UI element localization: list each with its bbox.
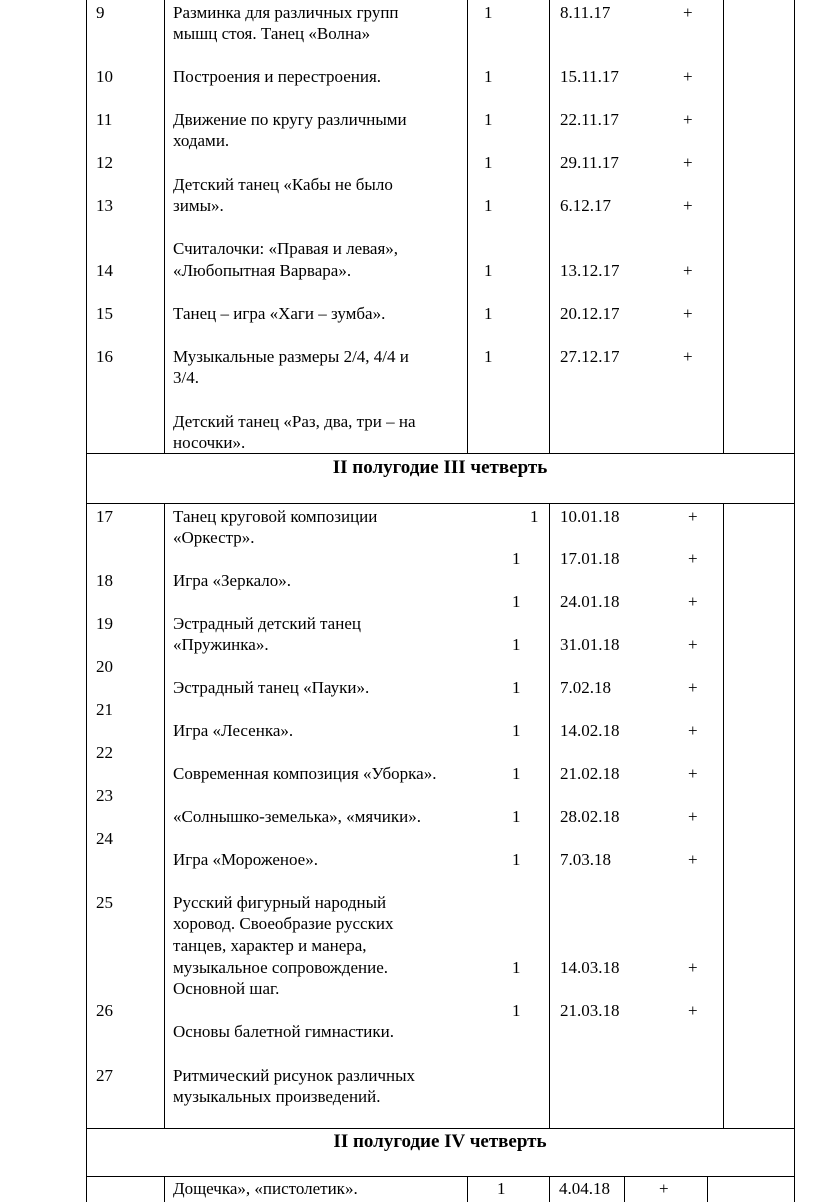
col-divider <box>723 0 724 453</box>
section-header-q4: II полугодие IV четверть <box>333 1131 547 1152</box>
row-number: 27 <box>96 1066 113 1085</box>
hours-value: 1 <box>484 67 493 86</box>
date-value: 6.12.17 <box>560 196 611 215</box>
hours-value: 1 <box>530 507 539 526</box>
row-number: 11 <box>96 110 113 129</box>
date-value: 14.03.18 <box>560 958 620 977</box>
hours-value: 1 <box>512 592 521 611</box>
section-header-q3: II полугодие III четверть <box>332 457 548 478</box>
hours-value: 1 <box>512 764 521 783</box>
date-value: 21.03.18 <box>560 1001 620 1020</box>
topic-text: Игра «Лесенка». <box>173 721 294 740</box>
mark-value: + <box>688 850 698 869</box>
date-value: 31.01.18 <box>560 635 620 654</box>
mark-value: + <box>688 507 698 526</box>
date-value: 10.01.18 <box>560 507 620 526</box>
mark-value: + <box>683 3 693 22</box>
row-number: 12 <box>96 153 113 172</box>
hours-value: 1 <box>484 261 493 280</box>
topic-text: Танец круговой композиции <box>173 507 378 526</box>
row-divider <box>86 1128 795 1129</box>
hours-value: 1 <box>512 549 521 568</box>
topic-text: Основы балетной гимнастики. <box>173 1022 395 1041</box>
topic-text: музыкальных произведений. <box>173 1087 381 1106</box>
topic-text: Построения и перестроения. <box>173 67 382 86</box>
row-number: 18 <box>96 571 113 590</box>
topic-text: «Пружинка». <box>173 635 269 654</box>
col-divider <box>164 503 165 1128</box>
mark-value: + <box>688 592 698 611</box>
date-value: 21.02.18 <box>560 764 620 783</box>
date-value: 13.12.17 <box>560 261 620 280</box>
topic-text: Детский танец «Раз, два, три – на <box>173 412 416 431</box>
row-number: 26 <box>96 1001 113 1020</box>
topic-text: Основной шаг. <box>173 979 280 998</box>
hours-value: 1 <box>512 721 521 740</box>
topic-text: Эстрадный детский танец <box>173 614 361 633</box>
topic-text: «Любопытная Варвара». <box>173 261 352 280</box>
topic-text: зимы». <box>173 196 224 215</box>
col-divider <box>549 0 550 453</box>
date-value: 14.02.18 <box>560 721 620 740</box>
table-border-right <box>794 0 795 1202</box>
topic-text: Дощечка», «пистолетик». <box>173 1179 358 1198</box>
topic-text: «Солнышко-земелька», «мячики». <box>173 807 421 826</box>
mark-value: + <box>688 635 698 654</box>
col-divider <box>549 503 550 1128</box>
mark-value: + <box>688 549 698 568</box>
hours-value: 1 <box>512 958 521 977</box>
mark-value: + <box>688 1001 698 1020</box>
row-number: 10 <box>96 67 113 86</box>
topic-text: Игра «Мороженое». <box>173 850 318 869</box>
topic-text: Современная композиция «Уборка». <box>173 764 437 783</box>
row-divider <box>86 1176 795 1177</box>
date-value: 7.03.18 <box>560 850 611 869</box>
hours-value: 1 <box>484 153 493 172</box>
date-value: 27.12.17 <box>560 347 620 366</box>
hours-value: 1 <box>512 850 521 869</box>
mark-value: + <box>683 261 693 280</box>
row-divider <box>86 503 795 504</box>
hours-value: 1 <box>512 807 521 826</box>
date-value: 20.12.17 <box>560 304 620 323</box>
hours-value: 1 <box>484 110 493 129</box>
topic-text: мышц стоя. Танец «Волна» <box>173 24 371 43</box>
hours-value: 1 <box>512 635 521 654</box>
date-value: 28.02.18 <box>560 807 620 826</box>
row-number: 19 <box>96 614 113 633</box>
topic-text: Разминка для различных групп <box>173 3 399 22</box>
col-divider <box>467 1176 468 1202</box>
hours-value: 1 <box>497 1179 506 1198</box>
topic-text: Движение по кругу различными <box>173 110 407 129</box>
col-divider <box>723 503 724 1128</box>
row-number: 9 <box>96 3 105 22</box>
row-number: 15 <box>96 304 113 323</box>
mark-value: + <box>683 304 693 323</box>
topic-text: Детский танец «Кабы не было <box>173 175 393 194</box>
col-divider <box>164 0 165 453</box>
row-number: 23 <box>96 786 113 805</box>
topic-text: Игра «Зеркало». <box>173 571 292 590</box>
mark-value: + <box>683 67 693 86</box>
topic-text: Русский фигурный народный <box>173 893 387 912</box>
col-divider <box>549 1176 550 1202</box>
row-divider <box>86 453 795 454</box>
row-number: 16 <box>96 347 113 366</box>
date-value: 29.11.17 <box>560 153 619 172</box>
hours-value: 1 <box>484 196 493 215</box>
col-divider <box>164 1176 165 1202</box>
mark-value: + <box>688 721 698 740</box>
date-value: 22.11.17 <box>560 110 619 129</box>
row-number: 17 <box>96 507 113 526</box>
topic-text: хоровод. Своеобразие русских <box>173 914 394 933</box>
date-value: 17.01.18 <box>560 549 620 568</box>
date-value: 7.02.18 <box>560 678 611 697</box>
mark-value: + <box>688 678 698 697</box>
date-value: 24.01.18 <box>560 592 620 611</box>
mark-value: + <box>688 807 698 826</box>
row-number: 22 <box>96 743 113 762</box>
col-divider <box>707 1176 708 1202</box>
topic-text: Музыкальные размеры 2/4, 4/4 и <box>173 347 409 366</box>
hours-value: 1 <box>512 1001 521 1020</box>
date-value: 4.04.18 <box>559 1179 610 1198</box>
row-number: 14 <box>96 261 113 280</box>
mark-value: + <box>683 153 693 172</box>
row-number: 13 <box>96 196 113 215</box>
mark-value: + <box>688 958 698 977</box>
hours-value: 1 <box>484 347 493 366</box>
topic-text: 3/4. <box>173 368 199 387</box>
mark-value: + <box>683 196 693 215</box>
mark-value: + <box>688 764 698 783</box>
topic-text: ходами. <box>173 131 230 150</box>
topic-text: носочки». <box>173 433 246 452</box>
hours-value: 1 <box>512 678 521 697</box>
row-number: 21 <box>96 700 113 719</box>
row-number: 25 <box>96 893 113 912</box>
topic-text: «Оркестр». <box>173 528 255 547</box>
topic-text: танцев, характер и манера, <box>173 936 367 955</box>
mark-value: + <box>683 347 693 366</box>
row-number: 24 <box>96 829 113 848</box>
mark-value: + <box>659 1179 669 1198</box>
hours-value: 1 <box>484 3 493 22</box>
col-divider <box>467 0 468 453</box>
topic-text: музыкальное сопровождение. <box>173 958 388 977</box>
table-border-left <box>86 0 87 1202</box>
date-value: 8.11.17 <box>560 3 611 22</box>
row-number: 20 <box>96 657 113 676</box>
topic-text: Эстрадный танец «Пауки». <box>173 678 370 697</box>
col-divider <box>624 1176 625 1202</box>
date-value: 15.11.17 <box>560 67 619 86</box>
topic-text: Считалочки: «Правая и левая», <box>173 239 399 258</box>
hours-value: 1 <box>484 304 493 323</box>
topic-text: Ритмический рисунок различных <box>173 1066 416 1085</box>
topic-text: Танец – игра «Хаги – зумба». <box>173 304 386 323</box>
mark-value: + <box>683 110 693 129</box>
